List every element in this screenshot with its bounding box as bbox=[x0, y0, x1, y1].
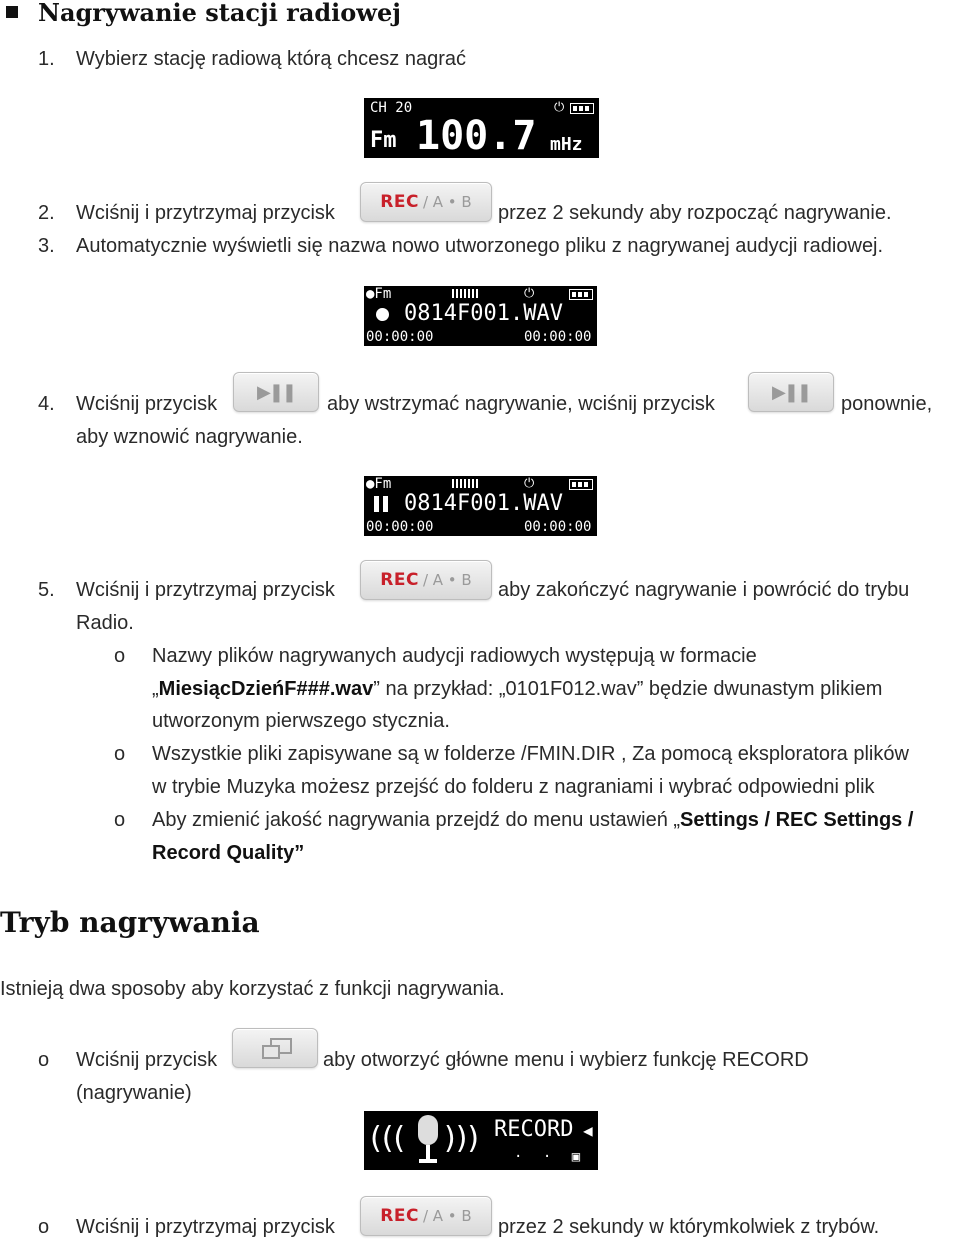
ab-label: / A • B bbox=[422, 193, 472, 211]
play-pause-button bbox=[748, 372, 834, 412]
battery-icon bbox=[570, 103, 594, 114]
section-title: Nagrywanie stacji radiowej bbox=[38, 0, 401, 27]
rec-label: REC bbox=[380, 570, 419, 590]
signal-icon bbox=[452, 289, 478, 298]
step-text-after: aby zakończyć nagrywanie i powrócić do trybu bbox=[498, 579, 910, 601]
lcd-filename: 0814F001.WAV bbox=[404, 301, 563, 326]
item-marker: o bbox=[38, 1216, 50, 1238]
lcd-mode: ●Fm bbox=[366, 476, 392, 492]
lcd-recording-screen bbox=[364, 286, 597, 346]
signal-icon bbox=[452, 479, 478, 488]
item-text-line2: (nagrywanie) bbox=[76, 1082, 192, 1104]
ab-label: / A • B bbox=[422, 571, 472, 589]
ab-label: / A • B bbox=[422, 1207, 472, 1225]
section-bullet-icon bbox=[6, 6, 18, 18]
battery-icon bbox=[569, 479, 593, 490]
pause-icon bbox=[374, 496, 388, 512]
microphone-icon bbox=[416, 1115, 440, 1167]
step-text-before: Wciśnij i przytrzymaj przycisk bbox=[76, 579, 335, 601]
lcd-filename: 0814F001.WAV bbox=[404, 491, 563, 516]
rec-label: REC bbox=[380, 192, 419, 212]
lcd-channel: CH 20 bbox=[370, 100, 413, 116]
record-dot-icon bbox=[376, 308, 389, 321]
item-text-before: Wciśnij przycisk bbox=[76, 1049, 218, 1071]
note-marker: o bbox=[114, 645, 126, 667]
note-line: utworzonym pierwszego stycznia. bbox=[152, 710, 450, 732]
lcd-record-menu-screen bbox=[364, 1111, 598, 1181]
item-marker: o bbox=[38, 1049, 50, 1071]
note-line-rest: ” na przykład: „0101F012.wav” będzie dwunastym plikiem bbox=[373, 678, 883, 700]
lcd-time-total: 00:00:00 bbox=[524, 329, 592, 345]
rec-ab-button bbox=[360, 560, 492, 600]
section-intro: Istnieją dwa sposoby aby korzystać z funkcji nagrywania. bbox=[0, 978, 505, 1000]
item-text-after: przez 2 sekundy w którymkolwiek z trybów. bbox=[498, 1216, 880, 1238]
note-marker: o bbox=[114, 809, 126, 831]
lcd-paused-screen bbox=[364, 476, 597, 536]
lcd-record-label: RECORD bbox=[494, 1117, 574, 1142]
lcd-time-elapsed: 00:00:00 bbox=[366, 519, 434, 535]
rec-ab-button bbox=[360, 1196, 492, 1236]
step-text-after: przez 2 sekundy aby rozpocząć nagrywanie. bbox=[498, 202, 892, 224]
sound-waves-right-icon: ))) bbox=[444, 1121, 480, 1156]
play-pause-button bbox=[233, 372, 319, 412]
power-icon: ⏻ bbox=[524, 286, 535, 301]
note-line: Wszystkie pliki zapisywane są w folderze /FMIN.DIR , Za pomocą eksploratora plików bbox=[152, 743, 909, 765]
step-text: Automatycznie wyświetli się nazwa nowo utworzonego pliku z nagrywanej audycji radiowej. bbox=[76, 235, 884, 257]
note-marker: o bbox=[114, 743, 126, 765]
note-line bbox=[152, 676, 882, 702]
step-text-line2: aby wznowić nagrywanie. bbox=[76, 426, 303, 448]
play-pause-icon: ▶❚❚ bbox=[771, 381, 810, 403]
filename-format: MiesiącDzieńF###.wav bbox=[158, 678, 374, 700]
lcd-mode: ●Fm bbox=[366, 286, 392, 302]
menu-path: Settings / REC Settings / bbox=[680, 809, 914, 831]
step-text-after: ponownie, bbox=[841, 393, 933, 415]
battery-icon bbox=[569, 289, 593, 300]
section-title: Tryb nagrywania bbox=[0, 906, 260, 939]
lcd-frequency: 100.7 bbox=[416, 113, 537, 159]
power-icon: ⏻ bbox=[524, 476, 535, 491]
lcd-band: Fm bbox=[370, 128, 397, 153]
step-number: 5. bbox=[38, 579, 55, 601]
arrow-left-icon: ◀ bbox=[583, 1121, 593, 1140]
note-line bbox=[152, 840, 304, 866]
quote-open: „ bbox=[152, 678, 159, 700]
menu-windows-icon bbox=[260, 1037, 290, 1059]
menu-button bbox=[232, 1028, 318, 1068]
rec-ab-button bbox=[360, 182, 492, 222]
lcd-time-elapsed: 00:00:00 bbox=[366, 329, 434, 345]
step-text-before: Wciśnij i przytrzymaj przycisk bbox=[76, 202, 335, 224]
step-number: 3. bbox=[38, 235, 55, 257]
sound-waves-left-icon: ((( bbox=[370, 1121, 406, 1156]
step-text-before: Wciśnij przycisk bbox=[76, 393, 218, 415]
step-number: 4. bbox=[38, 393, 55, 415]
play-pause-icon: ▶❚❚ bbox=[256, 381, 295, 403]
step-number: 2. bbox=[38, 202, 55, 224]
step-text: Wybierz stację radiową którą chcesz nagrać bbox=[76, 48, 466, 70]
step-number: 1. bbox=[38, 48, 55, 70]
item-text-before: Wciśnij i przytrzymaj przycisk bbox=[76, 1216, 335, 1238]
note-line-text: Aby zmienić jakość nagrywania przejdź do menu ustawień „ bbox=[152, 809, 681, 831]
note-line bbox=[152, 807, 913, 833]
lcd-time-total: 00:00:00 bbox=[524, 519, 592, 535]
power-icon: ⏻ bbox=[554, 100, 565, 115]
item-text-after: aby otworzyć główne menu i wybierz funkcję RECORD bbox=[323, 1049, 809, 1071]
menu-path: Record Quality” bbox=[152, 842, 305, 864]
step-text-middle: aby wstrzymać nagrywanie, wciśnij przycisk bbox=[327, 393, 715, 415]
rec-label: REC bbox=[380, 1206, 419, 1226]
lcd-unit: mHz bbox=[550, 134, 583, 155]
note-line: w trybie Muzyka możesz przejść do folderu z nagraniami i wybrać odpowiedni plik bbox=[152, 776, 875, 798]
note-line: Nazwy plików nagrywanych audycji radiowych występują w formacie bbox=[152, 645, 757, 667]
step-text-line2: Radio. bbox=[76, 612, 134, 634]
lcd-radio-screen bbox=[364, 98, 599, 158]
menu-dots: · · ▣ · bbox=[514, 1149, 587, 1181]
